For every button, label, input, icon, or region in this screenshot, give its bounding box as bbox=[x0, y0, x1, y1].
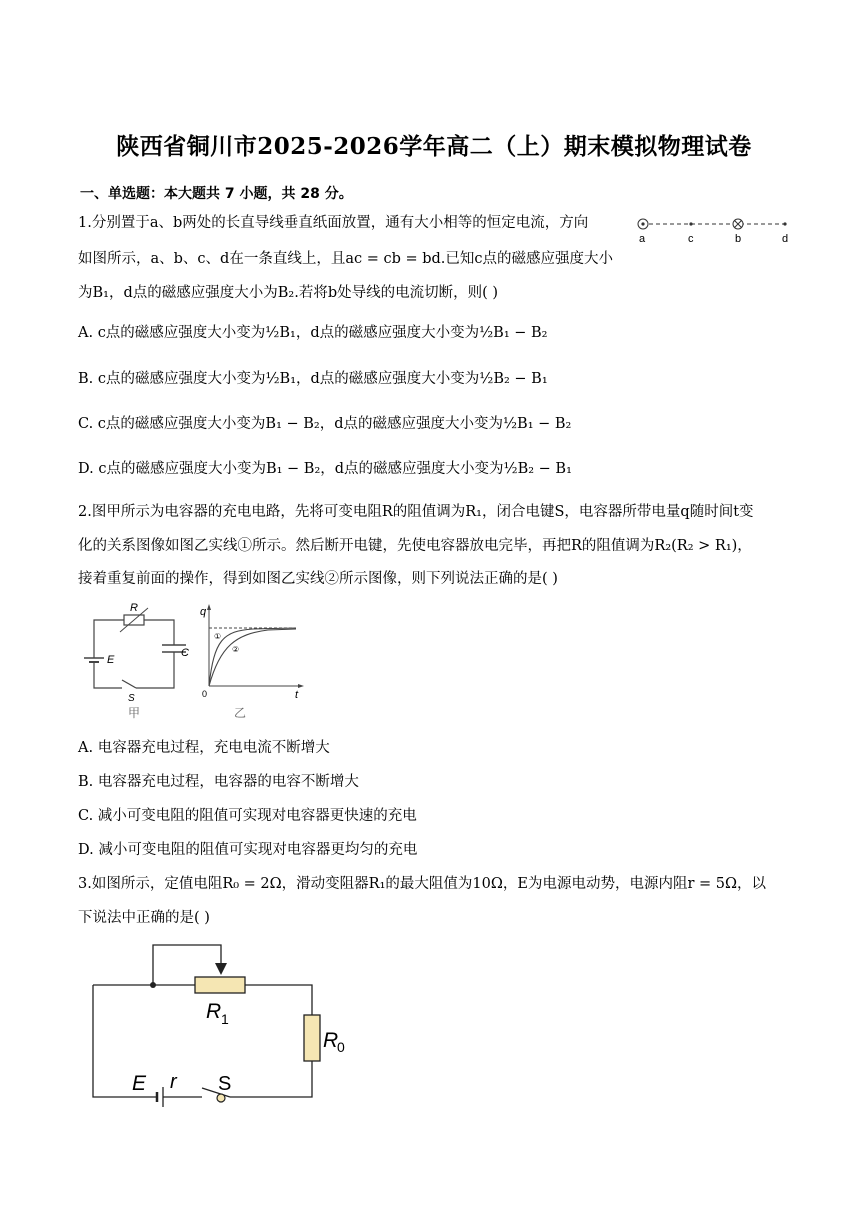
svg-text:C: C bbox=[181, 647, 189, 659]
svg-text:r: r bbox=[170, 1071, 177, 1093]
q1-figure bbox=[633, 212, 793, 246]
q2-option-a: A. 电容器充电过程，充电电流不断增大 bbox=[78, 740, 330, 756]
svg-text:t: t bbox=[295, 689, 299, 701]
q2-option-b: B. 电容器充电过程，电容器的电容不断增大 bbox=[78, 774, 359, 790]
resistor-r1 bbox=[195, 977, 245, 993]
q3-figure bbox=[78, 935, 378, 1110]
q1-option-b: B. c点的磁感应强度大小变为½B₁，d点的磁感应强度大小变为½B₂ − B₁ bbox=[78, 371, 548, 387]
section-heading: 一、单选题：本大题共 7 小题，共 28 分。 bbox=[80, 186, 353, 202]
q2-line3: 接着重复前面的操作，得到如图乙实线②所示图像，则下列说法正确的是( ) bbox=[78, 571, 558, 587]
svg-text:E: E bbox=[107, 654, 115, 666]
q1-option-d: D. c点的磁感应强度大小变为B₁ − B₂，d点的磁感应强度大小变为½B₂ − B₁ bbox=[78, 461, 572, 477]
label-b: b bbox=[735, 233, 742, 245]
q1-option-c: C. c点的磁感应强度大小变为B₁ − B₂，d点的磁感应强度大小变为½B₁ − B₂ bbox=[78, 416, 572, 432]
label-c: c bbox=[688, 233, 694, 245]
svg-text:R: R bbox=[206, 1000, 222, 1023]
svg-text:q: q bbox=[200, 606, 207, 618]
q1-option-a: A. c点的磁感应强度大小变为½B₁，d点的磁感应强度大小变为½B₁ − B₂ bbox=[78, 325, 548, 341]
q2-line2: 化的关系图像如图乙实线①所示。然后断开电键，先使电容器放电完毕，再把R的阻值调为R₂(R₂ > R₁)， bbox=[78, 538, 752, 554]
q3-line2: 下说法中正确的是( ) bbox=[78, 910, 210, 926]
graph-yi bbox=[200, 604, 304, 720]
svg-text:0: 0 bbox=[337, 1039, 345, 1055]
label-a: a bbox=[639, 233, 646, 245]
q2-figure bbox=[78, 600, 318, 725]
svg-text:E: E bbox=[132, 1072, 147, 1095]
q2-option-c: C. 减小可变电阻的阻值可实现对电容器更快速的充电 bbox=[78, 808, 417, 824]
q1-line1: 1.分别置于a、b两处的长直导线垂直纸面放置，通有大小相等的恒定电流，方向 bbox=[78, 215, 589, 231]
q2-line1: 2.图甲所示为电容器的充电电路，先将可变电阻R的阻值调为R₁，闭合电键S，电容器所带电量q随时间t变 bbox=[78, 504, 754, 520]
svg-text:S: S bbox=[218, 1073, 232, 1095]
resistor-r0 bbox=[304, 1015, 320, 1061]
svg-text:S: S bbox=[128, 693, 135, 704]
label-d: d bbox=[782, 233, 789, 245]
q1-line2: 如图所示，a、b、c、d在一条直线上，且ac = cb = bd.已知c点的磁感应强度大小 bbox=[78, 251, 614, 267]
svg-text:0: 0 bbox=[202, 689, 208, 699]
q2-option-d: D. 减小可变电阻的阻值可实现对电容器更均匀的充电 bbox=[78, 842, 418, 858]
svg-text:①: ① bbox=[214, 632, 222, 641]
svg-text:②: ② bbox=[232, 645, 240, 654]
circuit-jia bbox=[84, 602, 189, 720]
svg-text:甲: 甲 bbox=[128, 706, 141, 720]
q1-line3: 为B₁，d点的磁感应强度大小为B₂.若将b处导线的电流切断，则( ) bbox=[78, 285, 499, 301]
q3-line1: 3.如图所示，定值电阻R₀ = 2Ω，滑动变阻器R₁的最大阻值为10Ω，E为电源电动势，电源内阻r = 5Ω，以 bbox=[78, 876, 767, 892]
svg-text:R: R bbox=[130, 602, 138, 614]
page-title: 陕西省铜川市2025-2026学年高二（上）期末模拟物理试卷 bbox=[116, 133, 752, 160]
svg-text:1: 1 bbox=[221, 1011, 229, 1027]
svg-text:乙: 乙 bbox=[234, 706, 247, 720]
svg-text:R: R bbox=[323, 1029, 339, 1052]
